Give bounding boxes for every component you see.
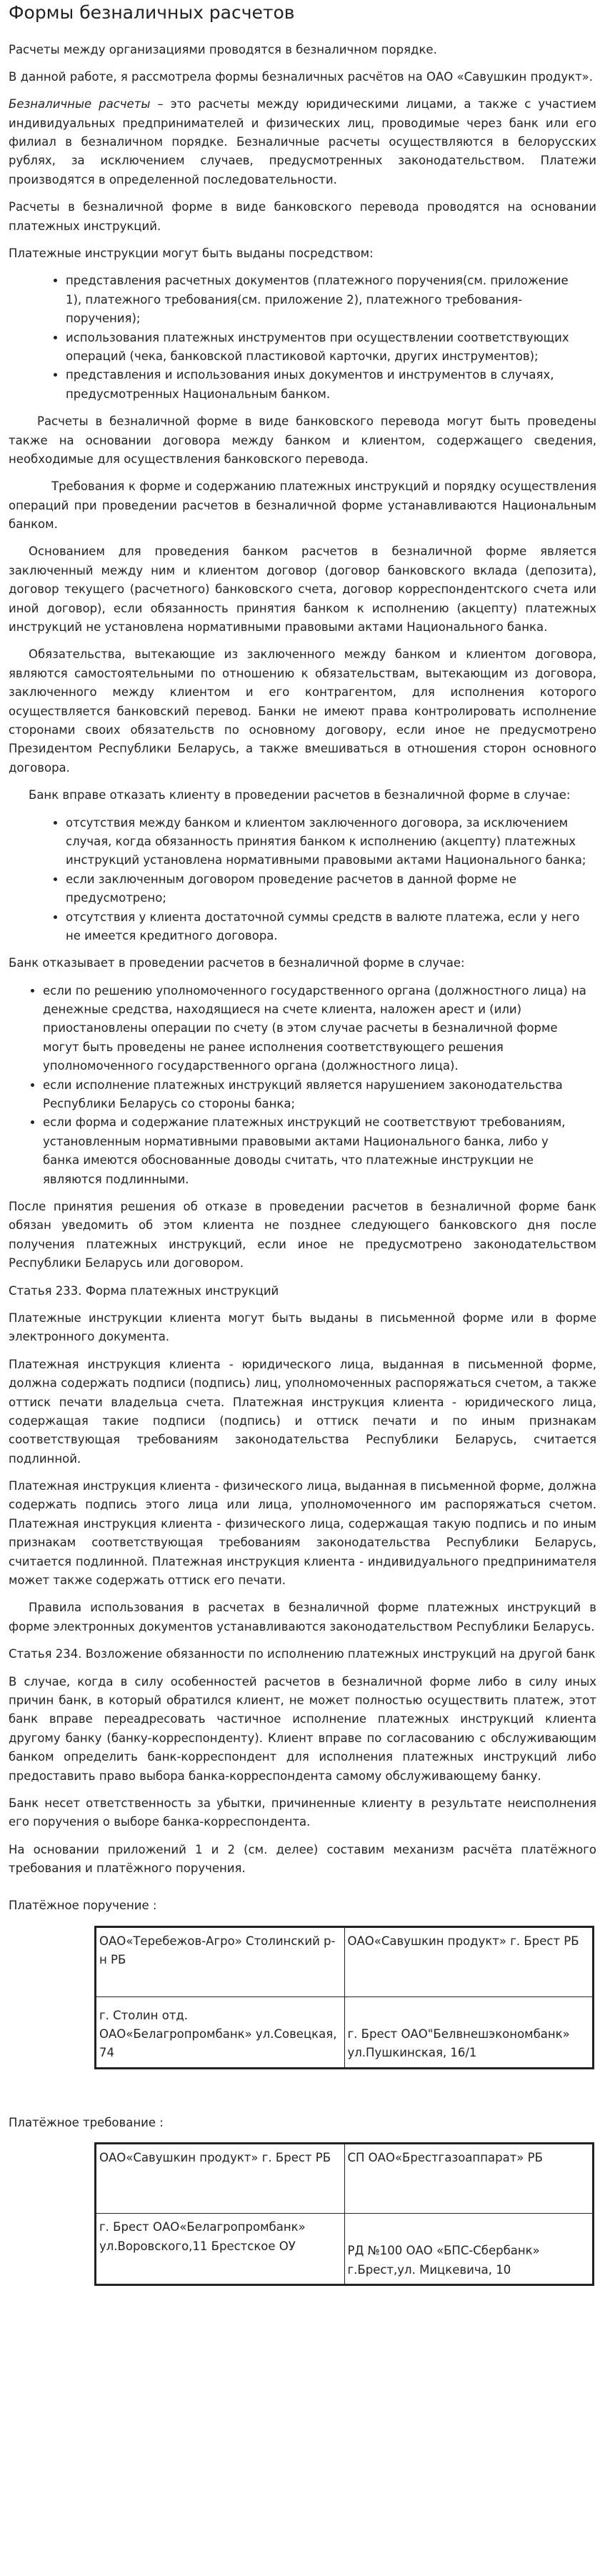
page-title: Формы безналичных расчетов [9,2,295,23]
payment-demand-table [94,2142,594,2286]
list-item: • представления расчетных документов (платежного поручения(см. приложение 1), платежного требования(см. приложение 2), платежного требования-поручения); [66,272,588,328]
may-refuse-list [9,814,596,946]
definition-text: – это расчеты между юридическими лицами, а также с участием индивидуальных предпринимателей и физических лиц, проводимые через банк или его филиал в безналичном порядке. Безналичные расчеты осуществляются в белорусских рублях, за исключением случаев, предусмотренных законодательством. Платежи производятся в определенной последовательности. [9,97,597,187]
paragraph-definition [9,95,596,189]
paragraph-grounds: Основанием для проведения банком расчетов в безналичной форме является заключенный между ним и клиентом договор (договор банковского вклада (депозита), договор текущего (расчетного) банковского счета, договор корреспондентского счета или иной договор), если обязанность принятия банком к исполнению (акцепту) платежных инструкций не установлена нормативными правовыми актами Национального банка. [9,544,596,635]
paragraph-mechanism: На основании приложений 1 и 2 (см. делее) составим механизм расчёта платёжного требования и платёжного поручения. [9,1842,596,1876]
paragraph-correspondent: В случае, когда в силу особенностей расчетов в безналичной форме либо в силу иных причин банк, в который обратился клиент, не может полностью осуществить платеж, этот банк вправе переадресовать частичное исполнение платежных инструкций клиента другому банку (банку-корреспонденту). Клиент вправе по согласованию с обслуживающим банком определить банк-корреспондент для исполнения платежных инструкций либо предоставить право выбора банка-корреспондента самому обслуживающему банку. [9,1674,596,1783]
debtor-bank-cell: РД №100 ОАО «БПС-Сбербанк» г.Брест,ул. Мицкевича, 10 [344,2214,594,2285]
payment-order-table [94,1926,594,2069]
paragraph-scope: В данной работе, я рассмотрела формы безналичных расчётов на ОАО «Савушкин продукт». [9,69,594,84]
paragraph-bank-may-refuse: Банк вправе отказать клиенту в проведении расчетов в безналичной форме в случае: [29,788,571,802]
list-item: • представления и использования иных документов и инструментов в случаях, предусмотренных Национальным банком. [66,366,588,404]
paragraph-transfer: Расчеты в безналичной форме в виде банковского перевода проводятся на основании платежных инструкций. [9,200,596,233]
list-item: • если форма и содержание платежных инструкций не соответствуют требованиям, установленным нормативными правовыми актами Национального банка, либо у банка имеются обоснованные доводы считать, что платежные инструкции не являются подлинными. [43,1113,588,1189]
paragraph-form: Платежные инструкции клиента могут быть выданы в письменной форме или в форме электронного документа. [9,1311,596,1344]
document [0,1,605,2297]
paragraph-requirements: Требования к форме и содержанию платежных инструкций и порядку осуществления операций при проведении расчетов в безналичной форме устанавливаются Национальным банком. [9,479,596,532]
refuses-list [9,982,596,1189]
list-item: • если исполнение платежных инструкций является нарушением законодательства Республики Беларусь со стороны банка; [43,1076,588,1114]
paragraph-legal-entity: Платежная инструкция клиента - юридического лица, выданная в письменной форме, должна содержать подписи (подпись) лиц, уполномоченных распоряжаться счетом, а также оттиск печати владельца счета. Платежная инструкция клиента - юридического лица, содержащая такие подписи (подпись) и оттиск печати и по иным признакам соответствующая требованиям законодательства Республики Беларусь, считается подлинной. [9,1357,596,1466]
debtor-cell: СП ОАО«Брестгазоаппарат» РБ [344,2144,594,2214]
list-item: • использования платежных инструментов при осуществлении соответствующих операций (чека, банковской пластиковой карточки, других инструментов); [66,329,588,367]
list-item: • если заключенным договором проведение расчетов в данной форме не предусмотрено; [66,870,588,908]
payment-demand-label: Платёжное требование : [9,2115,164,2129]
creditor-bank-cell: г. Брест ОАО«Белагропромбанк» ул.Воровского,11 Брестское ОУ [96,2214,345,2285]
paragraph-instructions-intro: Платежные инструкции могут быть выданы посредством: [9,247,374,261]
paragraph-liability: Банк несет ответственность за убытки, причиненные клиенту в результате неисполнения его поручения о выборе банка-корреспондента. [9,1796,596,1829]
payment-order-label: Платёжное поручение : [9,1899,157,1913]
paragraph-contract-basis: Расчеты в безналичной форме в виде банковского перевода могут быть проведены также на основании договора между банком и клиентом, содержащего сведения, необходимые для осуществления банковского перевода. [9,414,596,466]
article-234-heading: Статья 234. Возложение обязанности по исполнению платежных инструкций на другой банк [9,1647,596,1661]
paragraph-individual: Платежная инструкция клиента - физического лица, выданная в письменной форме, должна содержать подпись этого лица или лица, уполномоченного им распоряжаться счетом. Платежная инструкция клиента - физического лица, содержащая такую подпись и по иным признакам соответствующая требованиям законодательства Республики Беларусь, считается подлинной. Платежная инструкция клиента - индивидуального предпринимателя может также содержать оттиск его печати. [9,1479,596,1588]
definition-term: Безналичные расчеты [9,97,151,111]
intro-paragraph: Расчеты между организациями проводятся в безналичном порядке. [9,42,437,56]
article-233-heading: Статья 233. Форма платежных инструкций [9,1283,279,1298]
paragraph-electronic: Правила использования в расчетах в безналичной форме платежных инструкций в форме электронных документов устанавливаются законодательством Республики Беларусь. [9,1601,596,1633]
payee-cell: ОАО«Савушкин продукт» г. Брест РБ [344,1926,594,1996]
paragraph-notification: После принятия решения об отказе в проведении расчетов в безналичной форме банк обязан уведомить об этом клиента не позднее следующего банковского дня после получения платежных инструкций, если иное не предусмотрено законодательством Республики Беларусь или договором. [9,1199,596,1270]
payee-bank-cell: г. Брест ОАО"Белвнешэкономбанк» ул.Пушкинская, 16/1 [344,1996,594,2068]
paragraph-obligations: Обязательства, вытекающие из заключенного между банком и клиентом договора, являются самостоятельными по отношению к обязательствам, вытекающим из договора, заключенного между клиентом и его контрагентом, для исполнения которого осуществляется банковский перевод. Банки не имеют права контролировать исполнение сторонами своих обязательств по основному договору, если иное не предусмотрено Президентом Республики Беларусь, а также вмешиваться в отношения сторон основного договора. [9,647,596,775]
list-item: • отсутствия у клиента достаточной суммы средств в валюте платежа, если у него не имеется кредитного договора. [66,908,588,946]
list-item: • если по решению уполномоченного государственного органа (должностного лица) на денежные средства, находящиеся на счете клиента, наложен арест и (или) приостановлены операции по счету (в этом случае расчеты в безналичной форме могут быть проведены не ранее исполнения соответствующего решения уполномоченного государственного органа (должностного лица). [43,982,588,1076]
paragraph-bank-refuses: Банк отказывает в проведении расчетов в безналичной форме в случае: [9,956,465,970]
payer-cell: ОАО«Теребежов-Агро» Столинский р-н РБ [96,1926,345,1996]
payer-bank-cell: г. Столин отд. ОАО«Белагропромбанк» ул.Совецкая, 74 [96,1996,345,2068]
list-item: • отсутствия между банком и клиентом заключенного договора, за исключением случая, когда обязанность принятия банком к исполнению (акцепту) платежных инструкций установлена нормативными правовыми актами Национального банка; [66,814,588,870]
instruction-means-list [9,272,596,404]
creditor-cell: ОАО«Савушкин продукт» г. Брест РБ [96,2144,345,2214]
